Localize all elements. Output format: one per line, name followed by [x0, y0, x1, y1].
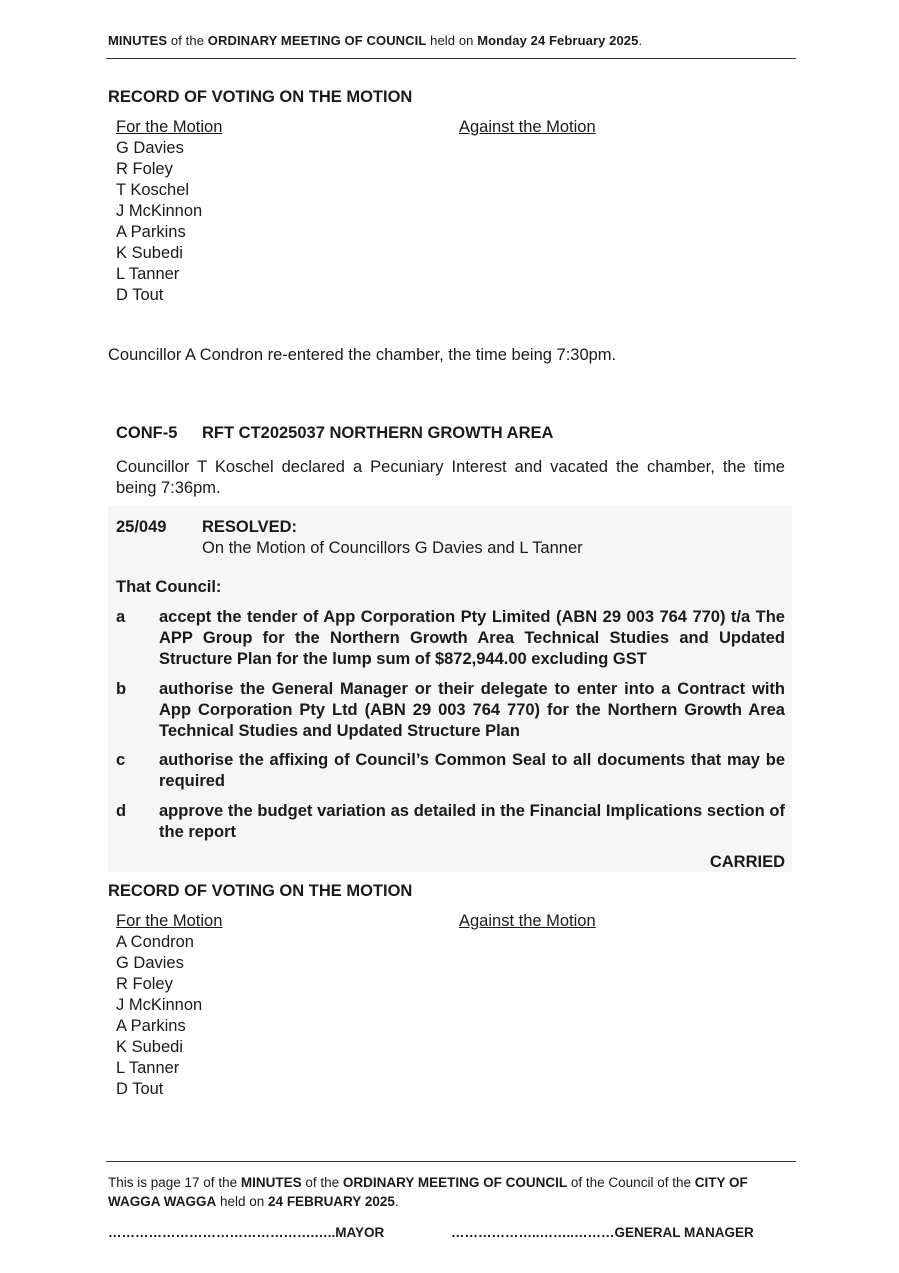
header-held-on: held on	[426, 33, 478, 48]
item-title: RFT CT2025037 NORTHERN GROWTH AREA	[202, 424, 554, 442]
footer-meeting: ORDINARY MEETING OF COUNCIL	[342, 1175, 568, 1190]
councillor-name: T Koschel	[116, 181, 190, 199]
against-motion-heading-2: Against the Motion	[459, 912, 596, 930]
mayor-signature-line: ……………………………………….…..MAYOR	[108, 1225, 385, 1240]
councillor-name: J McKinnon	[116, 202, 203, 220]
voting-record-title-2: RECORD OF VOTING ON THE MOTION	[108, 882, 413, 900]
resolution-mover: On the Motion of Councillors G Davies and L Tanner	[202, 539, 583, 557]
councillor-name: A Parkins	[116, 1017, 186, 1035]
footer-text-3: of the Council of the	[567, 1175, 695, 1190]
carried-label: CARRIED	[709, 853, 785, 871]
resolution-number: 25/049	[116, 518, 167, 536]
footer-minutes: MINUTES	[240, 1175, 302, 1190]
councillor-name: G Davies	[116, 139, 184, 157]
header-minutes: MINUTES	[108, 33, 168, 48]
councillor-name: D Tout	[116, 286, 164, 304]
councillor-name: D Tout	[116, 1080, 164, 1098]
for-motion-list-1	[116, 138, 202, 306]
councillor-name: R Foley	[116, 160, 173, 178]
page-header	[108, 33, 642, 48]
footer-text-4: held on	[216, 1194, 269, 1209]
general-manager-signature-line: ………………..……..………GENERAL MANAGER	[451, 1225, 754, 1240]
councillor-name: L Tanner	[116, 1059, 180, 1077]
reentry-note: Councillor A Condron re-entered the chamber, the time being 7:30pm.	[108, 346, 617, 364]
that-council: That Council:	[116, 578, 222, 596]
resolved-label: RESOLVED:	[202, 518, 298, 536]
voting-record-title-1: RECORD OF VOTING ON THE MOTION	[108, 88, 413, 106]
for-motion-heading-1: For the Motion	[116, 118, 223, 136]
header-dot: .	[638, 33, 643, 48]
councillor-name: K Subedi	[116, 244, 183, 262]
resolution-item-letter: a	[116, 608, 126, 626]
footer-rule	[106, 1161, 796, 1162]
footer-city: CITY OF WAGGA WAGGA	[108, 1175, 748, 1209]
footer-text-2: of the	[301, 1175, 343, 1190]
header-of-the: of the	[167, 33, 208, 48]
footer-text-1: This is page 17 of the	[108, 1175, 241, 1190]
councillor-name: L Tanner	[116, 265, 180, 283]
resolution-item-text: authorise the General Manager or their delegate to enter into a Contract with App Corporation Pty Ltd (ABN 29 003 764 770) for the Northern Growth Area Technical Studies and Updated Structure Plan	[159, 680, 785, 740]
page-footer	[108, 1173, 798, 1211]
for-motion-list-2	[116, 932, 202, 1100]
for-motion-heading-2: For the Motion	[116, 912, 223, 930]
item-code: CONF-5	[116, 424, 178, 442]
resolution-item-letter: d	[116, 802, 127, 820]
councillor-name: R Foley	[116, 975, 173, 993]
councillor-name: K Subedi	[116, 1038, 183, 1056]
against-motion-heading-1: Against the Motion	[459, 118, 596, 136]
resolution-item-text: accept the tender of App Corporation Pty Limited (ABN 29 003 764 770) t/a The APP Group for the Northern Growth Area Technical Studies and Updated Structure Plan for the lump sum of $872,944.00 excluding GST	[159, 608, 785, 668]
councillor-name: A Condron	[116, 933, 194, 951]
resolution-item-letter: b	[116, 680, 127, 698]
footer-text-5: .	[394, 1194, 399, 1209]
declaration-note: Councillor T Koschel declared a Pecuniary Interest and vacated the chamber, the time being 7:36pm.	[116, 458, 785, 497]
header-date: Monday 24 February 2025	[477, 33, 639, 48]
councillor-name: A Parkins	[116, 223, 186, 241]
resolution-item-text: authorise the affixing of Council’s Common Seal to all documents that may be required	[159, 751, 785, 790]
councillor-name: G Davies	[116, 954, 184, 972]
resolution-item-text: approve the budget variation as detailed in the Financial Implications section of the report	[159, 802, 785, 841]
header-meeting: ORDINARY MEETING OF COUNCIL	[207, 33, 427, 48]
resolution-item-letter: c	[116, 751, 126, 769]
councillor-name: J McKinnon	[116, 996, 203, 1014]
header-rule	[106, 58, 796, 59]
footer-date: 24 FEBRUARY 2025	[268, 1194, 395, 1209]
